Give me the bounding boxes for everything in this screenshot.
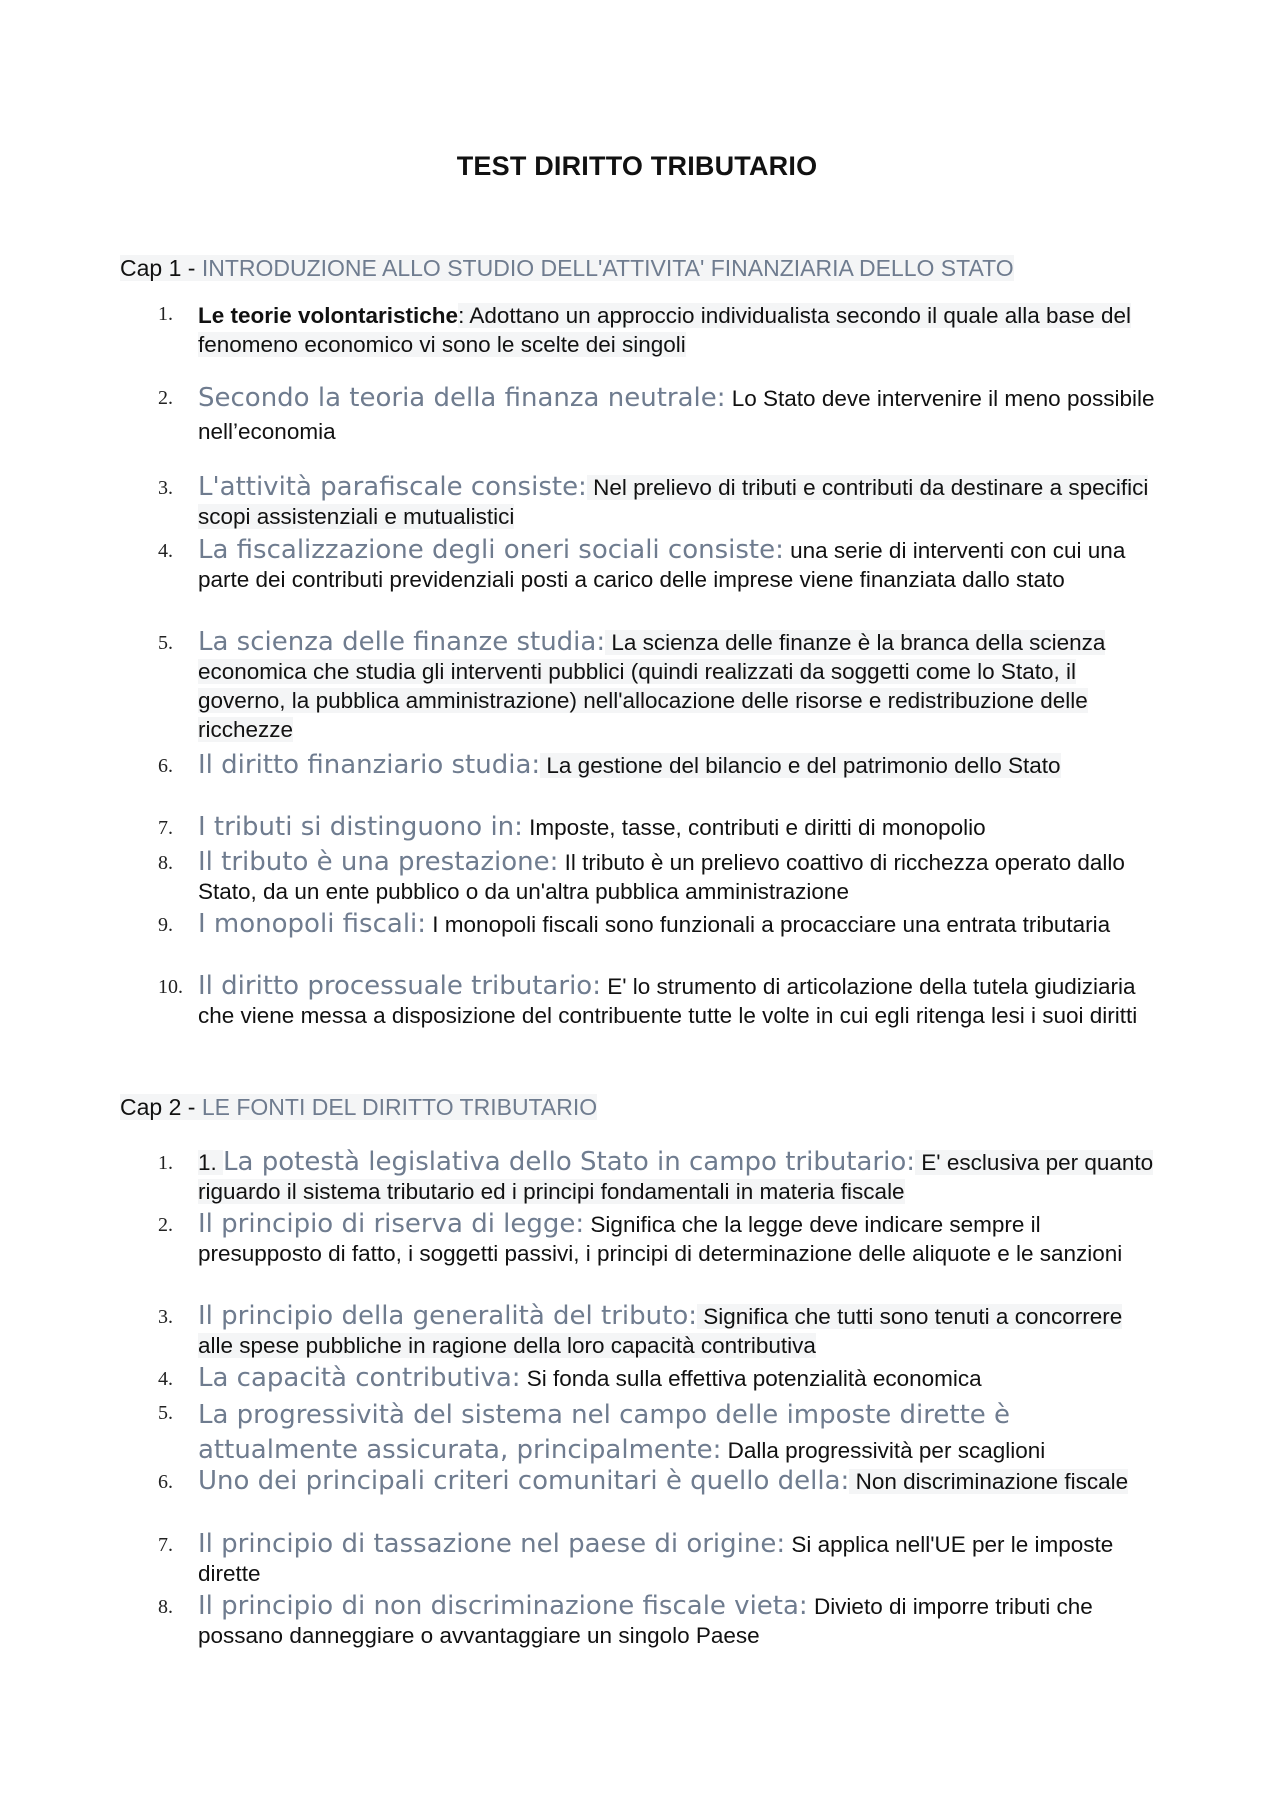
item-number: 8. <box>158 1596 173 1618</box>
item-number: 3. <box>158 477 173 499</box>
item-question: L'attività parafiscale consiste: <box>198 472 587 502</box>
chapter-name: LE FONTI DEL DIRITTO TRIBUTARIO <box>201 1094 598 1120</box>
item-inline-number: 1. <box>198 1150 224 1175</box>
item-number: 6. <box>158 1471 173 1493</box>
item-question: La fiscalizzazione degli oneri sociali consiste: <box>198 535 784 565</box>
item-answer: Si fonda sulla effettiva potenzialità economica <box>520 1366 982 1391</box>
item-text <box>198 751 1158 780</box>
item-number: 7. <box>158 817 173 839</box>
item-answer: Il tributo è un prelievo coattivo di ricchezza operato dallo Stato, da un ente pubblico o da un'altra pubblica amministrazione <box>198 850 1125 904</box>
item-question: I tributi si distinguono in: <box>198 812 523 842</box>
item-number: 5. <box>158 632 173 654</box>
item-answer: Dalla progressività per scaglioni <box>721 1438 1046 1463</box>
item-question: Il principio di non discriminazione fiscale vieta: <box>198 1591 808 1621</box>
item-answer: I monopoli fiscali sono funzionali a procacciare una entrata tributaria <box>426 912 1111 937</box>
item-number: 5. <box>158 1402 173 1424</box>
item-text <box>198 813 1158 842</box>
item-question: Il principio della generalità del tributo: <box>198 1301 697 1331</box>
item-number: 1. <box>158 303 173 325</box>
item-number: 9. <box>158 914 173 936</box>
item-number: 10. <box>158 976 183 998</box>
item-text <box>198 536 1158 594</box>
item-answer: E' lo strumento di articolazione della tutela giudiziaria che viene messa a disposizione del contribuente tutte le volte in cui egli ritenga lesi i suoi diritti <box>198 974 1138 1028</box>
chapter-prefix: Cap 2 - <box>120 1094 202 1120</box>
item-answer: : Adottano un approccio individualista secondo il quale alla base del fenomeno economico vi sono le scelte dei singoli <box>198 303 1132 357</box>
item-answer: Imposte, tasse, contributi e diritti di monopolio <box>522 815 986 840</box>
item-text <box>198 1530 1158 1588</box>
item-number: 3. <box>158 1306 173 1328</box>
item-text <box>198 301 1158 359</box>
chapter-name: INTRODUZIONE ALLO STUDIO DELL'ATTIVITA' FINANZIARIA DELLO STATO <box>201 255 1014 281</box>
item-answer: Significa che la legge deve indicare sempre il presupposto di fatto, i soggetti passivi, i principi di determinazione delle aliquote e le sanzioni <box>198 1212 1123 1266</box>
item-answer: Non discriminazione fiscale <box>849 1469 1129 1494</box>
chapter-prefix: Cap 1 - <box>120 255 202 281</box>
item-number: 2. <box>158 387 173 409</box>
item-answer: Significa che tutti sono tenuti a concorrere alle spese pubbliche in ragione della loro capacità contributiva <box>198 1304 1123 1358</box>
item-text <box>198 1592 1158 1650</box>
page-title: TEST DIRITTO TRIBUTARIO <box>456 151 818 181</box>
item-number: 6. <box>158 755 173 777</box>
item-answer: Si applica nell'UE per le imposte dirette <box>198 1532 1114 1586</box>
item-text <box>198 972 1158 1030</box>
item-text <box>198 382 1158 448</box>
item-number: 4. <box>158 1368 173 1390</box>
item-question: Uno dei principali criteri comunitari è quello della: <box>198 1466 850 1496</box>
item-answer: E' esclusiva per quanto riguardo il sistema tributario ed i principi fondamentali in materia fiscale <box>198 1150 1154 1204</box>
item-text <box>198 1364 1158 1393</box>
item-text <box>198 628 1158 744</box>
item-number: 2. <box>158 1214 173 1236</box>
item-question: Le teorie volontaristiche <box>198 303 459 328</box>
item-question: Il tributo è una prestazione: <box>198 847 559 877</box>
item-question: I monopoli fiscali: <box>198 909 427 939</box>
item-question: Il principio di tassazione nel paese di origine: <box>198 1529 786 1559</box>
item-question: La potestà legislativa dello Stato in campo tributario: <box>223 1147 916 1177</box>
item-text <box>198 1398 1158 1468</box>
item-answer: una serie di interventi con cui una parte dei contributi previdenziali posti a carico delle imprese viene finanziata dallo stato <box>198 538 1126 592</box>
item-text <box>198 848 1158 906</box>
item-number: 7. <box>158 1534 173 1556</box>
item-text <box>198 1467 1158 1496</box>
item-number: 8. <box>158 852 173 874</box>
item-answer: Divieto di imporre tributi che possano danneggiare o avvantaggiare un singolo Paese <box>198 1594 1093 1648</box>
item-question: Secondo la teoria della finanza neutrale: <box>198 383 726 413</box>
item-text <box>198 473 1158 531</box>
item-question: La capacità contributiva: <box>198 1363 521 1393</box>
item-number: 1. <box>158 1152 173 1174</box>
item-question: Il principio di riserva di legge: <box>198 1209 585 1239</box>
item-text <box>198 1148 1158 1206</box>
item-question: La scienza delle finanze studia: <box>198 627 606 657</box>
item-question: Il diritto finanziario studia: <box>198 750 541 780</box>
item-text <box>198 1302 1158 1360</box>
item-text <box>198 910 1158 939</box>
chapter-heading <box>120 254 1014 282</box>
item-question: Il diritto processuale tributario: <box>198 971 601 1001</box>
item-answer: Nel prelievo di tributi e contributi da destinare a specifici scopi assistenziali e mutualistici <box>198 475 1149 529</box>
item-answer: La scienza delle finanze è la branca della scienza economica che studia gli interventi pubblici (quindi realizzati da soggetti come lo Stato, il governo, la pubblica amministrazione) nell'allocazione delle risorse e redistribuzione delle ricchezze <box>198 630 1106 742</box>
item-text <box>198 1210 1158 1268</box>
item-answer: La gestione del bilancio e del patrimonio dello Stato <box>540 753 1061 778</box>
chapter-heading <box>120 1093 597 1121</box>
item-number: 4. <box>158 540 173 562</box>
item-answer: Lo Stato deve intervenire il meno possibile nell’economia <box>198 386 1155 444</box>
item-question: La progressività del sistema nel campo delle imposte dirette è attualmente assicurata, principalmente: <box>198 1400 1011 1465</box>
